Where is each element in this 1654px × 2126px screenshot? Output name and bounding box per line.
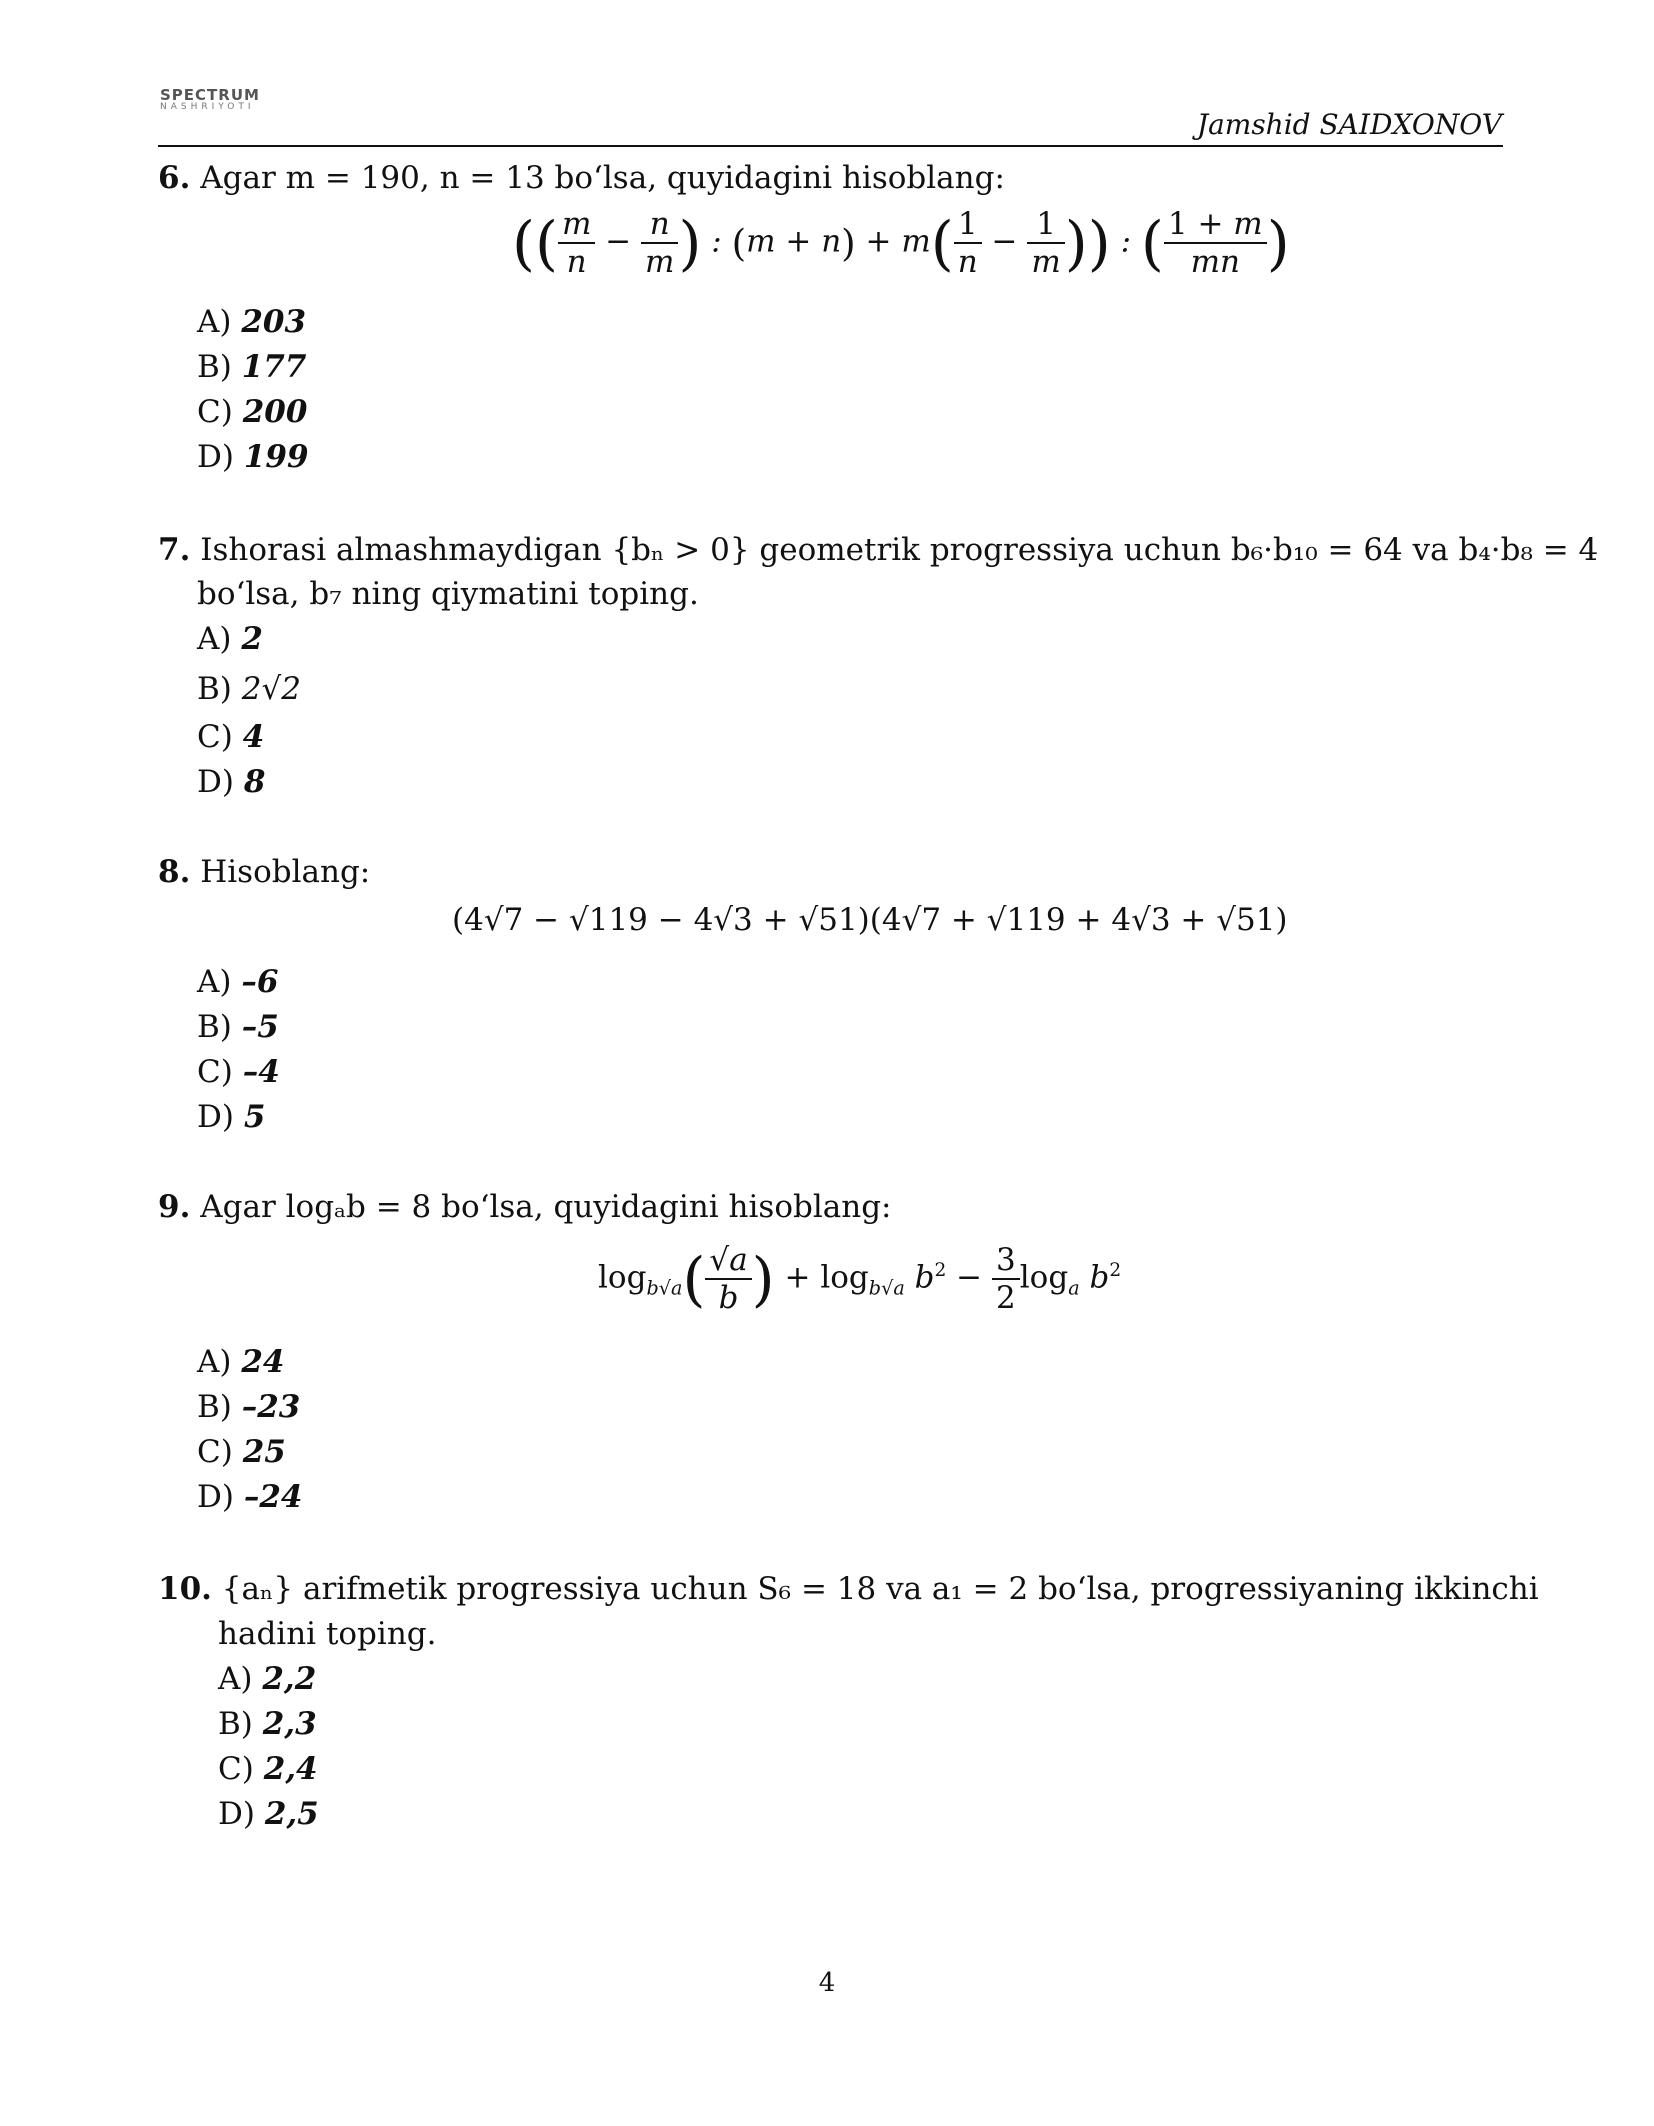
option-value: 4 xyxy=(242,719,265,755)
option-value: –5 xyxy=(241,1009,279,1045)
option-7a[interactable] xyxy=(197,617,263,661)
option-label: D) xyxy=(197,764,234,800)
question-text: Ishorasi almashmaydigan {bₙ > 0} geometrik progressiya uchun b₆·b₁₀ = 64 va b₄·b₈ = 4 xyxy=(200,532,1599,568)
option-value: 5 xyxy=(243,1099,266,1135)
option-7b[interactable] xyxy=(197,667,301,711)
option-label: D) xyxy=(218,1796,255,1832)
option-value: 177 xyxy=(241,349,307,385)
question-text: Hisoblang: xyxy=(200,854,371,890)
question-8 xyxy=(158,850,370,894)
option-value: 2√2 xyxy=(241,671,301,707)
option-value: 200 xyxy=(242,394,308,430)
option-8d[interactable] xyxy=(197,1095,265,1139)
publisher-logo xyxy=(160,86,260,112)
option-value: –6 xyxy=(241,964,279,1000)
page-number: 4 xyxy=(818,1968,836,1998)
option-value: 2,5 xyxy=(264,1796,319,1832)
option-7c[interactable] xyxy=(197,715,264,759)
question-text: Agar m = 190, n = 13 bo‘lsa, quyidagini hisoblang: xyxy=(200,160,1005,196)
option-9c[interactable] xyxy=(197,1430,286,1474)
option-value: –23 xyxy=(241,1389,301,1425)
logo-sub-text: NASHRIYOTI xyxy=(160,102,255,112)
option-label: B) xyxy=(197,671,232,707)
option-label: D) xyxy=(197,1099,234,1135)
question-number: 10. xyxy=(158,1571,212,1607)
formula-q6: (( $\frac{m}{n}$ − $\frac{n}{m}$ ) : (m + n) + m( $\frac{1}{n}$ − $\frac{1}{m}$ )) : ( $\frac{1 + m}{mn}$ ) xyxy=(512,206,1290,280)
question-text: {aₙ} arifmetik progressiya uchun S₆ = 18 va a₁ = 2 bo‘lsa, progressiyaning ikkinchi xyxy=(221,1571,1539,1607)
header-rule xyxy=(158,145,1503,147)
option-value: 2 xyxy=(241,621,263,657)
option-label: D) xyxy=(197,439,234,475)
option-label: B) xyxy=(218,1706,253,1742)
question-9 xyxy=(158,1185,891,1229)
formula-q8: (4√7 − √119 − 4√3 + √51)(4√7 + √119 + 4√3 + √51) xyxy=(452,902,1288,938)
formula-q9: $\log_{b√a}$( $\frac{√a}{b}$ ) + $\log_{b√a} b^2$ − $\frac{3}{2}$ $\log_a b^2$ xyxy=(598,1242,1122,1316)
option-6c[interactable] xyxy=(197,390,307,434)
option-10d[interactable] xyxy=(218,1792,319,1836)
option-value: 25 xyxy=(242,1434,286,1470)
question-number: 7. xyxy=(158,532,191,568)
option-10a[interactable] xyxy=(218,1657,316,1701)
option-value: 2,4 xyxy=(263,1751,318,1787)
option-label: A) xyxy=(218,1661,253,1697)
option-label: B) xyxy=(197,349,232,385)
question-10-line2: hadini toping. xyxy=(218,1616,437,1652)
option-label: A) xyxy=(197,304,232,340)
option-label: C) xyxy=(197,719,233,755)
question-text: Agar logₐb = 8 bo‘lsa, quyidagini hisoblang: xyxy=(200,1189,892,1225)
option-6a[interactable] xyxy=(197,300,306,344)
option-label: A) xyxy=(197,621,232,657)
option-label: D) xyxy=(197,1479,234,1515)
question-number: 8. xyxy=(158,854,191,890)
option-value: 2,2 xyxy=(262,1661,317,1697)
question-7 xyxy=(158,528,1598,572)
option-label: A) xyxy=(197,1344,232,1380)
option-value: 203 xyxy=(241,304,307,340)
question-number: 6. xyxy=(158,160,191,196)
option-label: B) xyxy=(197,1009,232,1045)
option-9d[interactable] xyxy=(197,1475,302,1519)
option-label: C) xyxy=(197,1434,233,1470)
option-10c[interactable] xyxy=(218,1747,318,1791)
option-value: –4 xyxy=(242,1054,280,1090)
option-label: C) xyxy=(197,1054,233,1090)
option-label: C) xyxy=(218,1751,254,1787)
option-7d[interactable] xyxy=(197,760,265,804)
option-6d[interactable] xyxy=(197,435,309,479)
option-8c[interactable] xyxy=(197,1050,280,1094)
option-value: 24 xyxy=(241,1344,285,1380)
option-8b[interactable] xyxy=(197,1005,279,1049)
question-6 xyxy=(158,156,1005,200)
option-8a[interactable] xyxy=(197,960,278,1004)
question-10 xyxy=(158,1567,1539,1611)
option-label: C) xyxy=(197,394,233,430)
option-value: 2,3 xyxy=(262,1706,317,1742)
logo-main-text: SPECTRUM xyxy=(160,86,260,104)
option-6b[interactable] xyxy=(197,345,306,389)
question-number: 9. xyxy=(158,1189,191,1225)
option-value: 8 xyxy=(243,764,266,800)
option-9a[interactable] xyxy=(197,1340,284,1384)
option-10b[interactable] xyxy=(218,1702,317,1746)
option-value: 199 xyxy=(243,439,309,475)
question-7-line2: bo‘lsa, b₇ ning qiymatini toping. xyxy=(197,576,699,612)
option-value: –24 xyxy=(243,1479,303,1515)
option-label: B) xyxy=(197,1389,232,1425)
option-9b[interactable] xyxy=(197,1385,300,1429)
option-label: A) xyxy=(197,964,232,1000)
author-name: Jamshid SAIDXONOV xyxy=(1196,108,1502,141)
